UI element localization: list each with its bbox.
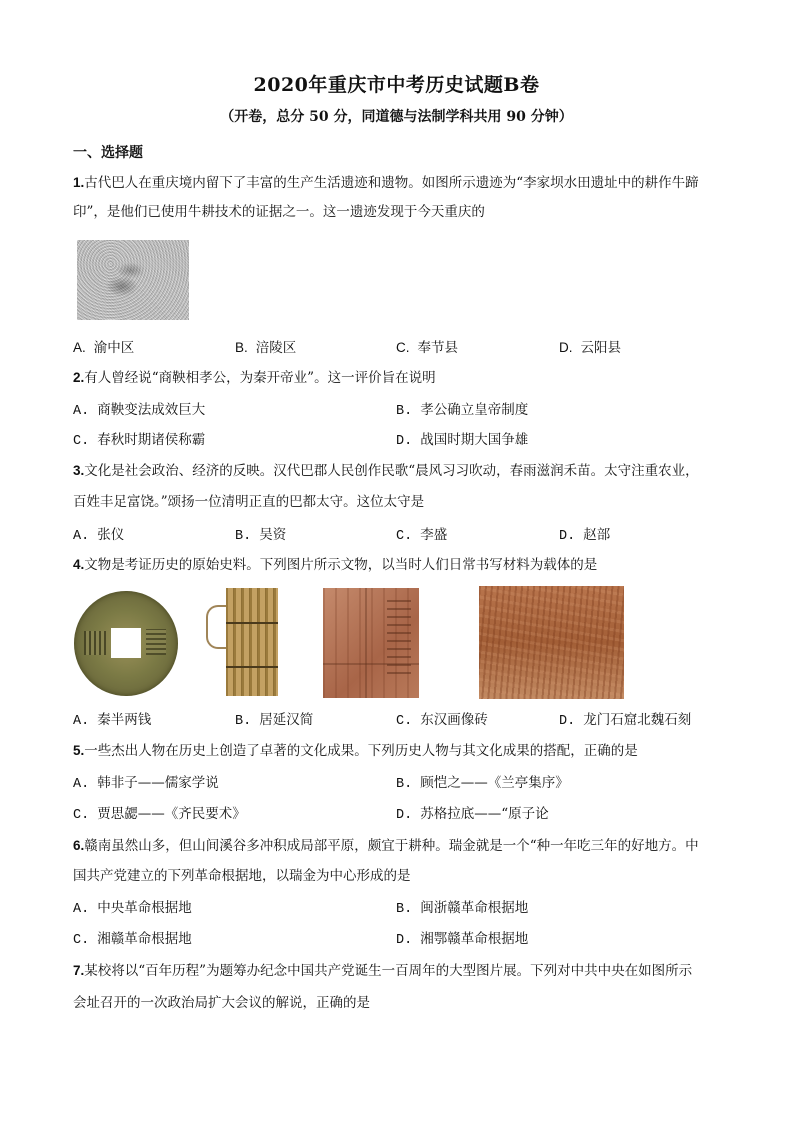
exam-subtitle: （开卷，总分 50 分，同道德与法制学科共用 90 分钟）: [220, 109, 573, 125]
question-3-option-a[interactable]: A. 张仪: [73, 527, 125, 544]
question-5-line-1: 5.一些杰出人物在历史上创造了卓著的文化成果。下列历史人物与其文化成果的搭配，正确的是: [73, 743, 638, 759]
question-4-line-1: 4.文物是考证历史的原始史料。下列图片所示文物，以当时人们日常书写材料为载体的是: [73, 557, 598, 573]
question-4-option-c[interactable]: C. 东汉画像砖: [396, 712, 488, 729]
question-1-option-a[interactable]: A. 渝中区: [73, 340, 135, 356]
question-3-line-1: 3.文化是社会政治、经济的反映。汉代巴郡人民创作民歌“晨风习习吹动，春雨滋润禾苗。太守注重农业，: [73, 463, 699, 479]
question-1-option-b[interactable]: B. 涪陵区: [235, 340, 297, 356]
question-1-line-1: 1.古代巴人在重庆境内留下了丰富的生产生活遗迹和遗物。如图所示遗迹为“李家坝水田遗址中的耕作牛蹄: [73, 175, 699, 191]
question-6-line-2: 国共产党建立的下列革命根据地，以瑞金为中心形成的是: [73, 868, 411, 884]
question-6-option-b[interactable]: B. 闽浙赣革命根据地: [396, 900, 529, 917]
section-heading: 一、选择题: [73, 145, 143, 161]
question-3-line-2: 百姓丰足富饶。”颂扬一位清明正直的巴都太守。这位太守是: [73, 494, 425, 510]
question-4-option-a[interactable]: A. 秦半两钱: [73, 712, 152, 729]
question-1-option-c[interactable]: C. 奉节县: [396, 340, 458, 356]
question-2-option-b[interactable]: B. 孝公确立皇帝制度: [396, 402, 529, 419]
question-5-option-a[interactable]: A. 韩非子——儒家学说: [73, 775, 219, 792]
question-6-option-a[interactable]: A. 中央革命根据地: [73, 900, 192, 917]
bamboo-slips-image: [226, 588, 278, 696]
question-1-line-2: 印”，是他们已使用牛耕技术的证据之一。这一遗迹发现于今天重庆的: [73, 204, 485, 220]
stone-carving-image: [479, 586, 624, 699]
relief-brick-image: [323, 588, 419, 698]
question-6-option-d[interactable]: D. 湘鄂赣革命根据地: [396, 931, 529, 948]
question-5-option-d[interactable]: D. 苏格拉底——“原子论: [396, 806, 549, 823]
ox-hoofprint-image: [77, 240, 189, 320]
question-5-option-c[interactable]: C. 贾思勰——《齐民要术》: [73, 806, 246, 823]
banliang-coin-image: [74, 591, 178, 696]
question-2-line-1: 2.有人曾经说“商鞅相孝公，为秦开帝业”。这一评价旨在说明: [73, 370, 436, 386]
question-7-line-1: 7.某校将以“百年历程”为题筹办纪念中国共产党诞生一百周年的大型图片展。下列对中共中央在如图所示: [73, 963, 693, 979]
question-4-option-d[interactable]: D. 龙门石窟北魏石刻: [559, 712, 692, 729]
question-3-option-d[interactable]: D. 赵部: [559, 527, 611, 544]
question-1-option-d[interactable]: D. 云阳县: [559, 340, 621, 356]
question-6-option-c[interactable]: C. 湘赣革命根据地: [73, 931, 192, 948]
question-5-option-b[interactable]: B. 顾恺之——《兰亭集序》: [396, 775, 569, 792]
question-2-option-c[interactable]: C. 春秋时期诸侯称霸: [73, 432, 206, 449]
question-6-line-1: 6.赣南虽然山多，但山间溪谷多冲积成局部平原，颇宜于耕种。瑞金就是一个“种一年吃三年的好地方。中: [73, 838, 699, 854]
question-7-line-2: 会址召开的一次政治局扩大会议的解说，正确的是: [73, 995, 370, 1011]
bamboo-slip-cord: [206, 605, 228, 649]
page-title: 2020年重庆市中考历史试题B卷: [253, 74, 540, 96]
question-4-option-b[interactable]: B. 居延汉简: [235, 712, 314, 729]
question-3-option-b[interactable]: B. 吴资: [235, 527, 287, 544]
question-2-option-d[interactable]: D. 战国时期大国争雄: [396, 432, 529, 449]
question-3-option-c[interactable]: C. 李盛: [396, 527, 448, 544]
question-2-option-a[interactable]: A. 商鞅变法成效巨大: [73, 402, 206, 419]
